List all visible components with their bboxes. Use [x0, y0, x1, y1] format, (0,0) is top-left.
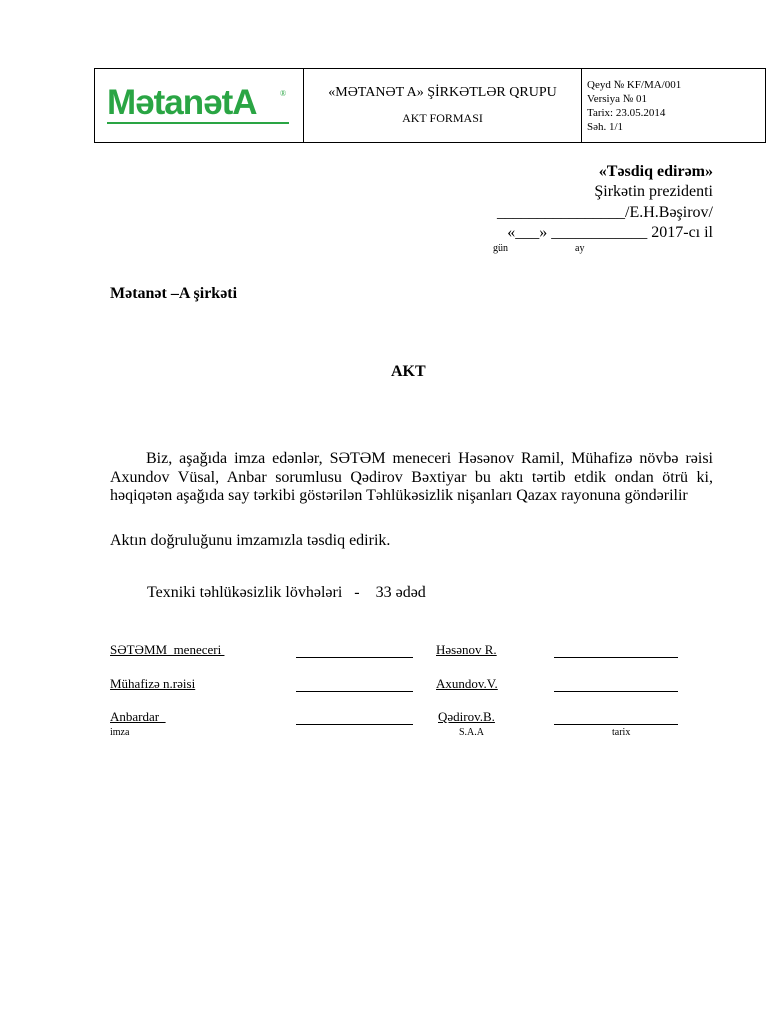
name-guard: Axundov.V.	[436, 676, 498, 691]
meta-record: Qeyd № KF/MA/001	[587, 79, 682, 91]
company-group-title: «MƏTANƏT A» ŞİRKƏTLƏR QRUPU	[328, 85, 557, 100]
meta-page: Səh. 1/1	[587, 121, 624, 133]
company-name: Mətanət –A şirkəti	[110, 285, 238, 302]
meta-date: Tarix: 23.05.2014	[587, 107, 666, 119]
month-caption: ay	[575, 243, 585, 254]
sign-line	[296, 691, 413, 692]
date-line	[554, 657, 678, 658]
caption-sign: imza	[110, 727, 130, 738]
role-manager: SƏTƏMM meneceri	[110, 642, 225, 657]
confirm-line: Aktın doğruluğunu imzamızla təsdiq edirik.	[110, 532, 391, 549]
sign-line	[296, 724, 413, 725]
approval-title: «Təsdiq edirəm»	[598, 163, 713, 180]
date-line	[554, 691, 678, 692]
body-paragraph: Biz, aşağıda imza edənlər, SƏTƏM meneceri Həsənov Ramil, Mühafizə növbə rəisi Axundov Vüsal, Anbar sorumlusu Qədirov Bəxtiyar bu aktı tərtib etdik ondan ötrü ki, həqiqətən aşağıda say tərkibi göstərilən Təhlükəsizlik nişanları Qazax rayonuna göndərilir	[110, 450, 713, 504]
approval-signature: ________________/E.H.Bəşirov/	[497, 204, 713, 221]
caption-date: tarix	[612, 727, 631, 738]
caption-name: S.A.A	[459, 727, 485, 738]
form-title: AKT FORMASI	[402, 111, 483, 125]
header-table	[94, 68, 766, 143]
logo-cell	[95, 69, 304, 142]
name-warehouse: Qədirov.B.	[438, 709, 495, 724]
approval-date: «___» ____________ 2017-cı il	[507, 224, 713, 241]
approval-position: Şirkətin prezidenti	[594, 183, 713, 200]
doc-title: AKT	[391, 363, 426, 380]
company-logo: MətanətA	[107, 83, 257, 122]
registered-mark: ®	[280, 89, 287, 98]
item-line: Texniki təhlükəsizlik lövhələri - 33 ədəd	[147, 584, 426, 601]
meta-cell	[582, 69, 765, 142]
sign-line	[296, 657, 413, 658]
date-line	[554, 724, 678, 725]
name-manager: Həsənov R.	[436, 642, 497, 657]
day-caption: gün	[493, 243, 508, 254]
role-guard: Mühafizə n.rəisi	[110, 676, 196, 691]
role-warehouse: Anbardar	[110, 709, 166, 724]
meta-version: Versiya № 01	[587, 93, 647, 105]
logo-underline	[107, 122, 289, 124]
title-cell	[304, 69, 582, 142]
